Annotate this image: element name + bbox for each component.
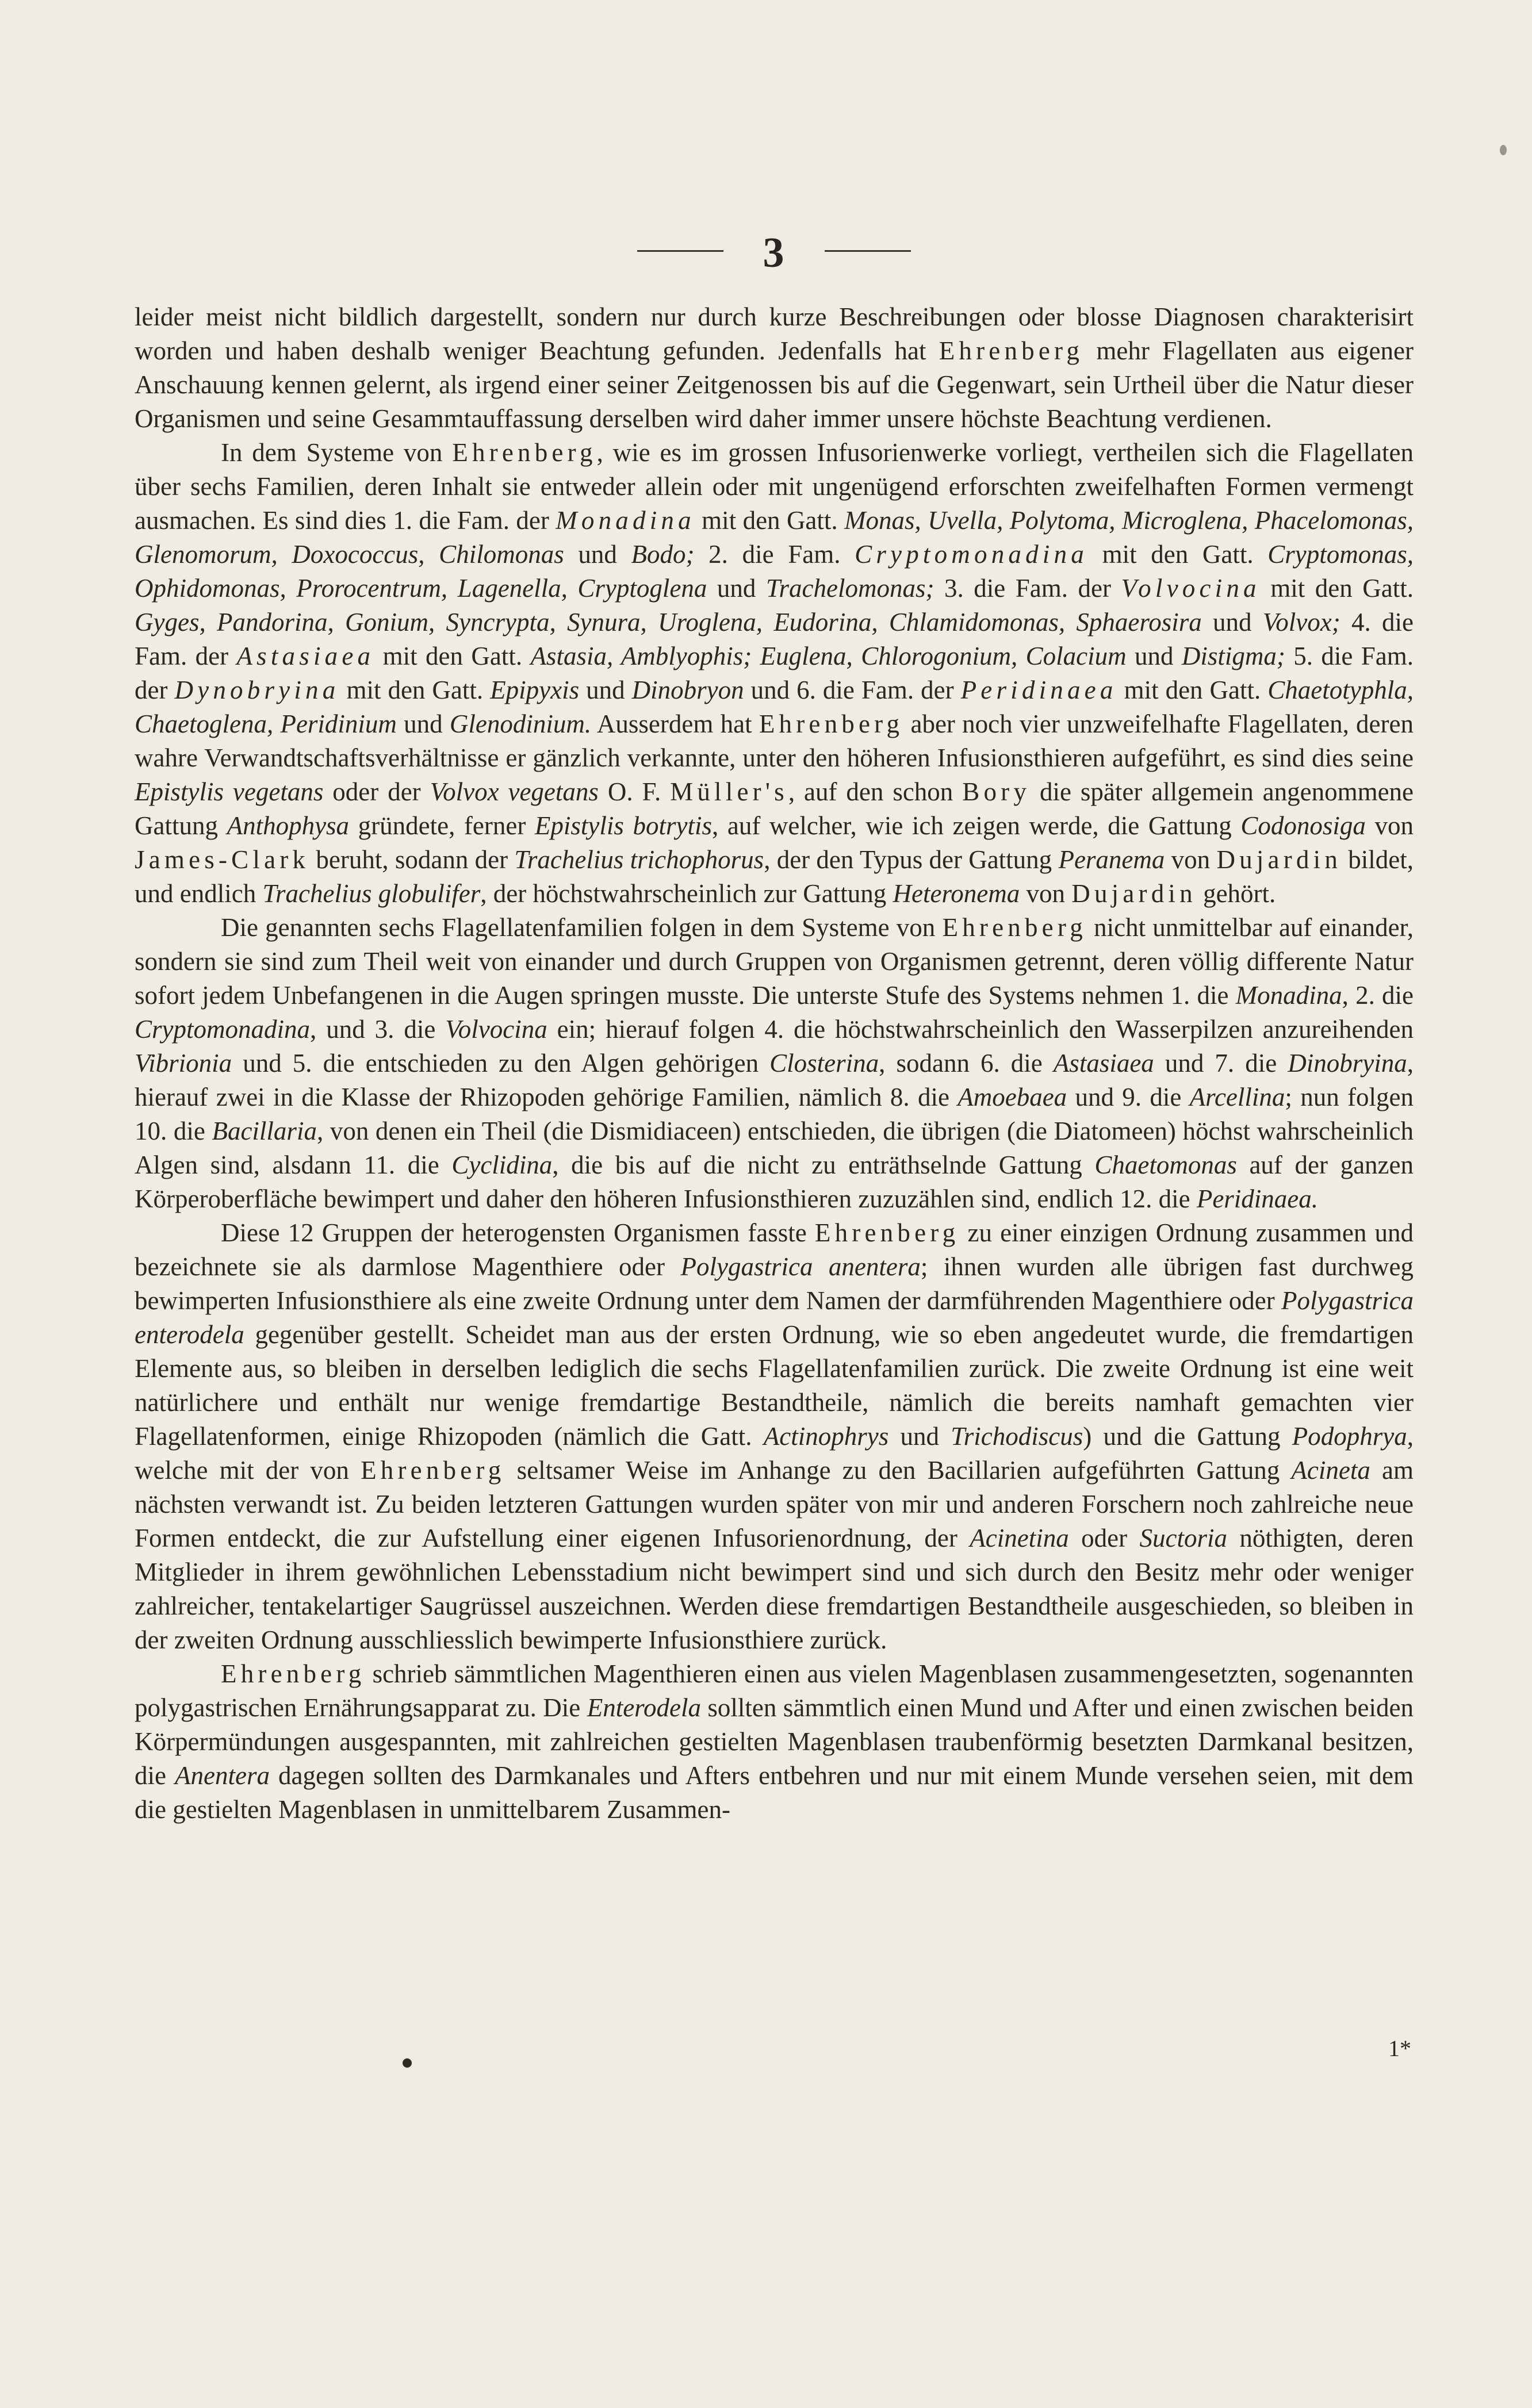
text-run: schrieb sämmtlichen Magenthieren einen aus vielen Magenblasen zusammengesetzten, sogenannten polygastrischen Ernährungsapparat zu. Die [135,1659,1414,1722]
italic-run: Bodo; [631,540,695,569]
italic-run: Peridinaea. [1196,1184,1319,1213]
spaced-name: Ehrenberg [361,1456,505,1485]
italic-run: Trachelius globulifer [262,879,481,908]
text-run: und [579,676,632,704]
text-run: und [564,540,631,569]
signature-mark: 1* [1388,2035,1411,2061]
text-run: und 5. die entschieden zu den Algen gehörigen [232,1049,770,1078]
text-run: nicht unmittelbar auf einander, sondern sie sind zum Theil weit von einander und durch Gruppen von Organismen getrennt, deren völlig differente Natur sofort jedem Unbefangenen in die Augen springen musste. Die unterste Stufe des Systems nehmen 1. die [135,913,1414,1010]
text-run: Ausserdem hat [591,710,759,738]
italic-run: Trachelius trichophorus [514,845,764,874]
spaced-name: Ehrenberg [939,336,1084,365]
italic-run: Enterodela [587,1693,701,1722]
text-run: mit den Gatt. [1117,676,1268,704]
ink-speck [403,2058,412,2068]
text-run: Die genannten sechs Flagellatenfamilien folgen in dem Systeme von [221,913,943,942]
italic-run: Volvocina [445,1015,547,1044]
text-run: , die bis auf die nicht zu enträthselnde Gattung [552,1151,1095,1179]
text-run: und [396,710,450,738]
italic-run: Chaetotyphla, Chaetoglena, Peridinium [135,676,1414,738]
text-run: und 7. die [1154,1049,1288,1078]
italic-run: Volvox; [1262,608,1340,636]
paragraph-4 [135,1216,1414,1657]
italic-run: Podophrya [1292,1422,1407,1451]
text-run: gehört. [1196,879,1276,908]
header-rule-right [825,250,911,252]
italic-run: Acineta [1291,1456,1370,1485]
italic-run: Epistylis vegetans [135,777,324,806]
text-run: , wie es im grossen Infusorienwerke vorliegt, vertheilen sich die Flagellaten über sechs Familien, deren Inhalt sie entweder allein oder mit ungenügend erforschten zweifelhaften Formen vermengt ausmachen. Es sind dies 1. die Fam. der [135,438,1414,535]
text-run: , welche mit der von [135,1422,1414,1485]
italic-run: Cyclidina [451,1151,553,1179]
italic-run: Cryptomonadina [135,1015,311,1044]
text-run: oder der [323,777,430,806]
text-run: , auf den schon [788,777,963,806]
text-run: , auf welcher, wie ich zeigen werde, die Gattung [712,811,1241,840]
text-run: , und 3. die [310,1015,446,1044]
paragraph-3 [135,911,1414,1216]
text-run: und [707,574,766,603]
text-run: mit den Gatt. [695,506,845,535]
text-run: , hierauf zwei in die Klasse der Rhizopoden gehörige Familien, nämlich 8. die [135,1049,1414,1111]
text-run: mit den Gatt. [1087,540,1268,569]
italic-run: Anthophysa [227,811,350,840]
ink-speck [1500,145,1507,155]
italic-run: Amoebaea [958,1083,1067,1111]
spaced-name: Bory [962,777,1031,806]
italic-run: Epipyxis [490,676,580,704]
spaced-name: James-Clark [135,845,310,874]
spaced-name: Ehrenberg [452,438,597,467]
italic-run: Closterina [769,1049,879,1078]
spaced-italic-run: Dynobryina [174,676,340,704]
paragraph-5 [135,1657,1414,1827]
italic-run: Bacillaria [212,1117,317,1145]
text-run: dagegen sollten des Darmkanales und Afters entbehren und nur mit einem Munde versehen seien, mit dem die gestielten Magenblasen in unmittelbarem Zusammen- [135,1761,1414,1824]
text-run: , der höchstwahrscheinlich zur Gattung [480,879,893,908]
italic-run: Astasiaea [1053,1049,1154,1078]
text-run: beruht, sodann der [309,845,515,874]
text-run: und [888,1422,951,1451]
text-run: ein; hierauf folgen 4. die höchstwahrscheinlich den Wasserpilzen anzureihenden [547,1015,1414,1044]
text-run: , der den Typus der Gattung [764,845,1059,874]
text-run: und 9. die [1067,1083,1190,1111]
paragraph-1 [135,300,1414,436]
text-run: auf der ganzen Körperoberfläche bewimpert und daher den höheren Infusionsthieren zuzuzählen sind, endlich 12. die [135,1151,1414,1213]
text-run: mit den Gatt. [374,642,531,670]
spaced-name: Ehrenberg [814,1218,960,1247]
text-run: , sodann 6. die [879,1049,1054,1078]
header-rule-left [637,250,723,252]
text-run: O. F. [598,777,671,806]
italic-run: Distigma; [1181,642,1285,670]
italic-run: Polygastrica enterodela [135,1286,1414,1349]
text-run: und 6. die Fam. der [744,676,961,704]
text-run: sollten sämmtlich einen Mund und After und einen zwischen beiden Körpermündungen ausgespannten, mit zahlreichen gestielten Magenblasen traubenförmig besetzten Darmkanal besitzen, die [135,1693,1414,1790]
italic-run: Gyges, Pandorina, Gonium, Syncrypta, Synura, Uroglena, Eudorina, Chlamidomonas, Sphaerosira [135,608,1202,636]
text-run: aber noch vier unzweifelhafte Flagellaten, deren wahre Verwandtschaftsverhältnisse er gänzlich verkannte, unter den höheren Infusionsthieren aufgeführt, es sind dies seine [135,710,1414,772]
page-header [0,227,1532,279]
spaced-italic-run: Cryptomonadina [855,540,1088,569]
text-run: 5. die Fam. der [135,642,1414,704]
text-run: mehr Flagellaten aus eigener Anschauung kennen gelernt, als irgend einer seiner Zeitgenossen bis auf die Gegenwart, sein Urtheil über die Natur dieser Organismen und seine Gesammtauffassung derselben wird daher immer unsere höchste Beachtung verdienen. [135,336,1414,433]
italic-run: Trachelomonas; [765,574,934,603]
text-run: Diese 12 Gruppen der heterogensten Organismen fasste [221,1218,815,1247]
italic-run: Vibrionia [135,1049,232,1078]
italic-run: Acinetina [970,1524,1069,1552]
text-run: In dem Systeme von [221,438,453,467]
spaced-name: Müller's [670,777,788,806]
text-run: von [1020,879,1072,908]
text-run: zu einer einzigen Ordnung zusammen und bezeichnete sie als darmlose Magenthiere oder [135,1218,1414,1281]
text-run: am nächsten verwandt ist. Zu beiden letzteren Gattungen wurden später von mir und anderen Forschern noch zahlreiche neue Formen entdeckt, die zur Aufstellung einer eigenen Infusorienordnung, der [135,1456,1414,1552]
spaced-italic-run: Volvocina [1121,574,1261,603]
italic-run: Volvox vegetans [430,777,599,806]
text-run: leider meist nicht bildlich dargestellt, sondern nur durch kurze Beschreibungen oder blosse Diagnosen charakterisirt worden und haben deshalb weniger Beachtung gefunden. Jedenfalls hat [135,302,1414,365]
text-run: mit den Gatt. [1260,574,1414,603]
body-text [135,300,1414,1827]
italic-run: Chaetomonas [1094,1151,1237,1179]
italic-run: Suctoria [1139,1524,1227,1552]
text-run: die später allgemein angenommene Gattung [135,777,1414,840]
italic-run: Monadina [1235,981,1342,1010]
spaced-name: Dujardin [1216,845,1342,874]
spaced-name: Ehrenberg [759,710,904,738]
page-number: 3 [763,229,784,277]
text-run: ; nun folgen 10. die [135,1083,1414,1145]
italic-run: Astasia, Amblyophis; Euglena, Chlorogonium, Colacium [530,642,1127,670]
spaced-name: Ehrenberg [221,1659,366,1688]
text-run: 2. die Fam. [694,540,855,569]
text-run: seltsamer Weise im Anhange zu den Bacillarien aufgeführten Gattung [505,1456,1292,1485]
text-run: ; ihnen wurden alle übrigen fast durchweg bewimperten Infusionsthiere als eine zweite Ordnung unter dem Namen der darmführenden Magenthiere oder [135,1252,1414,1315]
text-run: 3. die Fam. der [934,574,1121,603]
text-run: ) und die Gattung [1083,1422,1292,1451]
italic-run: Dinobryina [1288,1049,1407,1078]
text-run: gegenüber gestellt. Scheidet man aus der ersten Ordnung, wie so eben angedeutet wurde, die fremdartigen Elemente aus, so bleiben in derselben lediglich die sechs Flagellatenfamilien zurück. Die zweite Ordnung ist eine weit natürlichere und enthält nur wenige fremdartige Bestandtheile, nämlich die bereits namhaft gemachten vier Flagellatenformen, einige Rhizopoden (nämlich die Gatt. [135,1320,1414,1451]
italic-run: Actinophrys [763,1422,889,1451]
italic-run: Glenodinium. [449,710,592,738]
italic-run: Polygastrica anentera [680,1252,921,1281]
spaced-italic-run: Astasiaea [236,642,375,670]
italic-run: Codonosiga [1240,811,1366,840]
italic-run: Heteronema [893,879,1020,908]
text-run: nöthigten, deren Mitglieder in ihrem gewöhnlichen Lebensstadium nicht bewimpert sind und sich durch den Besitz mehr oder weniger zahlreicher, tentakelartiger Saugrüssel auszeichnen. Werden diese fremdartigen Bestandtheile ausgeschieden, so bleiben in der zweiten Ordnung ausschliesslich bewimperte Infusionsthiere zurück. [135,1524,1414,1654]
text-run: 4. die Fam. der [135,608,1414,670]
italic-run: Dinobryon [631,676,744,704]
text-run: , von denen ein Theil (die Dismidiaceen) entschieden, die übrigen (die Diatomeen) höchst wahrscheinlich Algen sind, alsdann 11. die [135,1117,1414,1179]
text-run: mit den Gatt. [339,676,491,704]
spaced-name: Dujardin [1071,879,1197,908]
italic-run: Peranema [1058,845,1165,874]
italic-run: Epistylis botrytis [534,811,713,840]
italic-run: Trichodiscus [951,1422,1083,1451]
text-run: bildet, und endlich [135,845,1414,908]
text-run: gründete, ferner [349,811,535,840]
italic-run: Anentera [175,1761,270,1790]
text-run: von [1165,845,1217,874]
paragraph-2 [135,436,1414,911]
italic-run: Cryptomonas, Ophidomonas, Prorocentrum, Lagenella, Cryptoglena [135,540,1414,603]
italic-run: Monas, Uvella, Polytoma, Microglena, Phacelomonas, Glenomorum, Doxococcus, Chilomonas [135,506,1414,569]
spaced-italic-run: Monadina [556,506,695,535]
spaced-name: Ehrenberg [942,913,1087,942]
text-run: oder [1068,1524,1140,1552]
text-run: und [1201,608,1263,636]
text-run: , 2. die [1342,981,1414,1010]
spaced-italic-run: Peridinaea [960,676,1117,704]
text-run: und [1126,642,1182,670]
text-run: von [1365,811,1414,840]
italic-run: Arcellina [1189,1083,1285,1111]
